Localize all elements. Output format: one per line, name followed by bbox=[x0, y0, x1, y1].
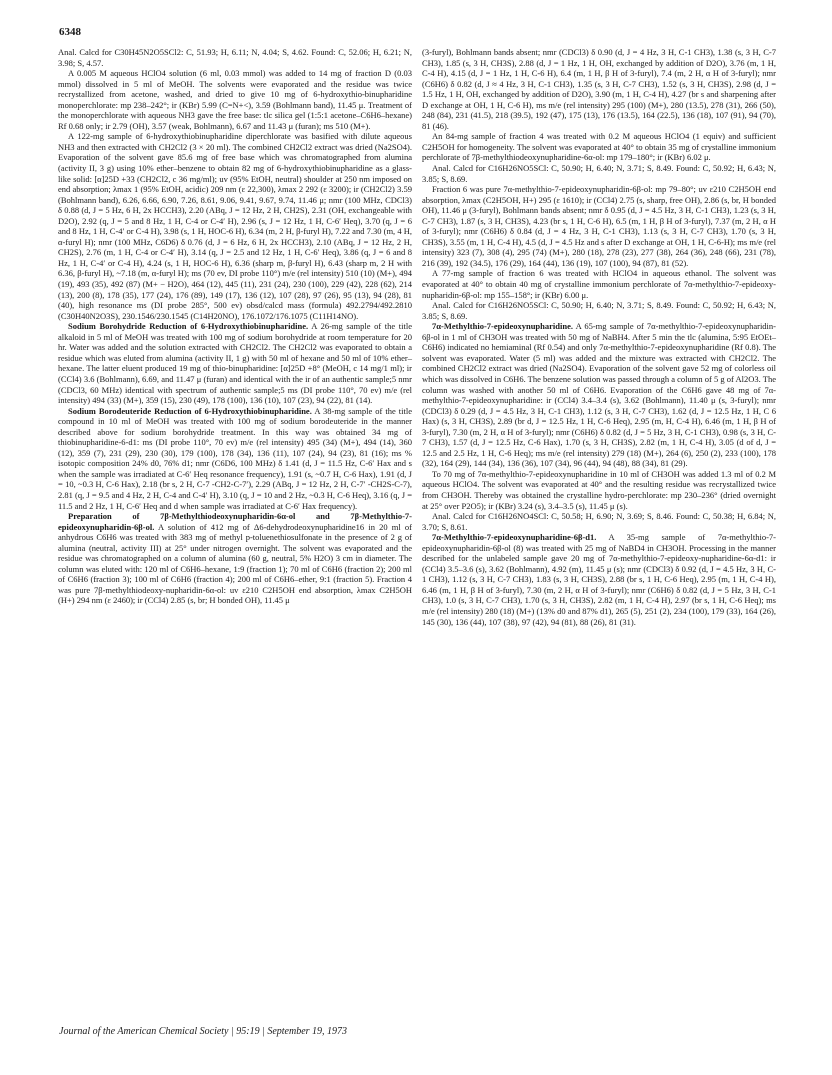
left-column bbox=[58, 47, 412, 606]
paragraph: A 0.005 M aqueous HClO4 solution (6 ml, 0.03 mmol) was added to 14 mg of fraction D (0.03 mmol) dissolved in 5 ml of MeOH. The solvents were evaporated and the residue was twice recrystallized from acetone, washed, and dried to give 10 mg of 6-hydroxythio-binupharidine monoperchlorate: mp 238–242°; ir (KBr) 5.99 (C=N+<), 3.59 (Bohlmann band), 11.45 μ. Treatment of the monoperchlorate with aqueous NH3 gave the free base: tlc silica gel (1:5:1 acetone–C6H6–hexane) Rf 0.68 only; ir 2.79 (OH), 3.57 (weak, Bohlmann), 6.67 and 11.43 μ (furan); ms 510 (M+). bbox=[58, 68, 412, 131]
section-paragraph bbox=[58, 321, 412, 405]
paragraph: A 77-mg sample of fraction 6 was treated with HClO4 in aqueous ethanol. The solvent was evaporated at 40° to obtain 40 mg of crystalline immonium perchlorate of 7α-methylthio-7-epideoxy-nupharidin-6β-ol: mp 155–158°; ir (KBr) 6.00 μ. bbox=[422, 268, 776, 300]
paragraph: Anal. Calcd for C16H26NO5SCl: C, 50.90; H, 6.40; N, 3.71; S, 8.49. Found: C, 50.92; H, 6.43; N, 3.85; S, 8.69. bbox=[422, 163, 776, 184]
section-paragraph bbox=[58, 406, 412, 511]
paragraph: A 122-mg sample of 6-hydroxythiobinupharidine diperchlorate was basified with dilute aqueous NH3 and then extracted with CH2Cl2 (3 × 20 ml). The combined CH2Cl2 extract was dried (Na2SO4). Evaporation of the solvent gave 85.6 mg of free base which was chromatographed from alumina (activity II, 3 g) using 10% ether–benzene to obtain 82 mg of 6-hydroxythiobinupharidine as a glass-like solid: [α]25D +33 (CH2Cl2, c 36 mg/ml); uv (95% EtOH, neutral) shoulder at 250 nm imposed on end absorption; λmax 1 (95% EtOH, acidic) 209 nm (ε 22,300), λmax 2 292 (ε 3200); ir (CH2Cl2) 3.59 (Bohlmann band), 6.26, 6.66, 6.90, 7.26, 8.61, 9.06, 9.41, 9.67, 9.74, 11.46 μ; nmr (100 MHz, CDCl3) δ 0.88 (d, J = 5 Hz, 6 H, 2x HCCH3), 2.20 (ABq, J = 12 Hz, 2 H, CH2S), 2.31 (OH, exchangeable with D2O), 2.92 (q, J = 5 and 8 Hz, 1 H, C-4 or C-4′ H), 2.96 (s, J = 12 Hz, 1 H, C-6′ Heq), 3.70 (q, J = 6 and 8 Hz, 1 H, C-4′ or C-4 H), 3.98 (s, 1 H, HOC-6 H), 6.34 (m, 2 H, β-furyl H), 7.22 and 7.30 (m, 4 H, α-furyl H); nmr (100 MHz, C6D6) δ 0.76 (d, J = 6 Hz, 6 H, 2x HCCH3), 2.10 (ABq, J = 12 Hz, 2 H, CH2S), 2.76 (m, 1 H, C-4 or C-4′ H), 3.14 (q, J = 2.5 and 12 Hz, 1 H, C-6′ Heq), 3.86 (q, J = 6 and 8 Hz, 1 H, C-4′ or C-4 H), 4.24 (s, 1 H, HOC-6 H), 6.36 (sharp m, β-furyl H), 6.43 (sharp m, 2 H with 6.36, β-furyl H), ~7.18 (m, α-furyl H); ms (70 ev, DI probe 110°) m/e (rel intensity) 510 (10) (M+), 494 (19), 493 (35), 492 (87) (M+ − H2O), 464 (12), 445 (11), 231 (24), 230 (100), 229 (42), 228 (62), 214 (13), 200 (8), 178 (35), 177 (24), 176 (89), 149 (17), 136 (12), 107 (28), 97 (26), 95 (13), 94 (28), 81 (40), high resonance ms (DI probe 285°, 500 ev) obsd/calcd mass (formula) 492.2794/492.2810 (C30H40N2O3S), 230.1546/230.1545 (C14H20NO), 176.1072/176.1075 (C11H14NO). bbox=[58, 131, 412, 321]
section-heading: Sodium Borodeuteride Reduction of 6-Hydroxythiobinupharidine. bbox=[68, 405, 312, 416]
paragraph-text: A solution of 412 mg of Δ6-dehydrodeoxynupharidine16 in 20 ml of anhydrous C6H6 was treated with 383 mg of methyl p-toluenethiosulfonate in the presence of 2 g of alumina (neutral, activity III) at 25° under nitrogen overnight. The solvent was evaporated and the residue was chromatographed on a column of alumina (60 g, neutral, 5% H2O) 3 cm in diameter. The column was eluted with: 120 ml of C6H6–hexane, 1:9 (fraction 1); 70 ml of C6H6 (fraction 2); 200 ml of C6H6 (fraction 3); 100 ml of C6H6 (fraction 4); 200 ml of C6H6–ether, 9:1 (fraction 5). Fraction 4 was pure 7β-methylthiodeoxy-nupharidin-6α-ol: uv ε210 C2H5OH end absorption, λmax C2H5OH (H+) 294 nm (ε 2460); ir (CCl4) 2.85 (s, br; H bonded OH), 11.45 μ bbox=[58, 521, 412, 606]
paragraph: Fraction 6 was pure 7α-methylthio-7-epideoxynupharidin-6β-ol: mp 79–80°; uv ε210 C2H5OH end absorption, λmax (C2H5OH, H+) 295 (ε 1610); ir (CCl4) 2.75 (s, sharp, free OH), 2.86 (s, br, H bonded OH), 11.46 μ (3-furyl), Bohlmann bands absent; nmr δ 0.95 (d, J = 4.5 Hz, 3 H, C-1 CH3), 1.23 (s, 3 H, C-7 CH3), 1.87 (s, 3 H, CH3S), 4.23 (br s, 1 H, C-6 H), 6.5 (m, 1 H, β H of 3-furyl), 7.37 (m, 2 H, α H of 3-furyl); nmr (C6H6) δ 0.84 (d, J = 4 Hz, 3 H, C-1 CH3), 1.13 (s, 3 H, C-7 CH3), 1.70 (s, 3 H, CH3S), 3.55 (m, 1 H, C-4 H), 4.5 (d, J = 4.5 Hz and s after D exchange at OH, 1 H, C-6-H); ms m/e (rel intensity) 323 (7), 308 (4), 295 (74) (M+), 280 (18), 278 (23), 277 (38), 264 (36), 248 (66), 231 (78), 216 (39), 192 (34.5), 176 (29), 164 (44), 136 (19), 107 (100), 94 (87), 81 (52). bbox=[422, 184, 776, 268]
paragraph: Anal. Calcd for C30H45N2O5SCl2: C, 51.93; H, 6.11; N, 4.04; S, 4.62. Found: C, 52.06; H, 6.21; N, 3.98; S, 4.57. bbox=[58, 47, 412, 68]
section-heading: Sodium Borohydride Reduction of 6-Hydroxythiobinupharidine. bbox=[68, 321, 309, 332]
paragraph-text: A 26-mg sample of the title alkaloid in 5 ml of MeOH was treated with 100 mg of sodium borohydride at room temperature for 20 hr. Water was added and the solution extracted with CH2Cl2. The CH2Cl2 was evaporated to obtain a residue which was eluted from alumina (activity II, 1 g) with 50 ml of hexane and 50 ml of 10% ether–hexane. The latter eluent produced 19 mg of thio-binupharidine: [α]25D +8° (MeOH, c 14 mg/1 ml); ir (CCl4) 3.6 (Bohlmann), 6.69, and 11.47 μ (furan) and identical with the ir of an authentic sample;5 nmr (CDCl3, 60 MHz) identical with spectrum of authentic sample;5 ms (DI probe 110°, 70 ev) m/e (rel intensity) 494 (33) (M+), 359 (15), 230 (49), 178 (100), 136 (10), 107 (23), 94 (22), 81 (14). bbox=[58, 321, 412, 406]
paragraph-text: A 65-mg sample of 7α-methylthio-7-epideoxynupharidin-6β-ol in 1 ml of CH3OH was treated with 50 mg of NaBH4. After 5 min the tlc (alumina, 5:95 EtOEt–C6H6) indicated no hemiaminal (Rf 0.54) and only 7α-methylthio-7-epideoxynupharidine (Rf 0.8). The solvent was evaporated. Water (5 ml) was added and the mixture was extracted with CH2Cl2. The combined CH2Cl2 extract was dried (Na2SO4). Evaporation of the solvent gave 52 mg of colorless oil which was dissolved in C6H6. The benzene solution was passed through a column of 5 g of Al2O3. The column was washed with another 50 ml of C6H6. Evaporation of the C6H6 gave 48 mg of 7α-methylthio-7-epideoxynupharidine: ir (CCl4) 3.4–3.4 (s), 3.62 (Bohlmann), 11.40 μ (s, 3-furyl); nmr (CDCl3) δ 0.29 (d, J = 4.5 Hz, 3 H, C-1 CH3), 1.12 (s, 3 H, C-7 CH3), 1.62 (d, J = 12.5 Hz, 1 H, C 6 Hax) (s, 3 H, CH3S), 2.89 (br d, J = 12.5 Hz, 1 H, C-6 Heq), 2.95 (m, H, C-4 H), 6.46 (m, 1 H, β H of 3-furyl), 7.30 (m, 2 H, α H of 3-furyl); nmr (C6H6) δ 0.82 (d, J = 5 Hz, 3 H, C-1 CH3), 0.98 (s, 3 H, C-7 CH3), 1.57 (d, J = 12.5 Hz, C-6 Hax), 1.70 (s, 3 H, CH3S), 2.82 (m, 1 H, C-4 H), 3.05 (d of d, J = 12.5 and 2.5 Hz, 1 H, C-6 Heq); ms m/e (rel intensity) 279 (18) (M+), 264 (6), 250 (2), 233 (100), 178 (32), 164 (29), 144 (34), 136 (36), 107 (34), 96 (44), 94 (48), 88 (34), 81 (29). bbox=[422, 321, 776, 469]
right-column bbox=[422, 47, 776, 627]
paragraph-text: A 35-mg sample of 7α-methylthio-7-epideoxynupharidin-6β-ol (8) was treated with 25 mg of NaBD4 in CH3OH. Processing in the manner described for the unlabeled sample gave 20 mg of 7α-methylthio-7-epideoxy-nupharidine-6α-d1: ir (CCl4) 3.5–3.6 (s), 3.62 (Bohlmann), 4.92 (m), 11.45 μ (s); nmr (CDCl3) δ 0.92 (d, J = 4.5 Hz, 3 H, C-1 CH3), 1.12 (s, 3 H, C-7 CH3), 1.83 (s, 3 H, CH3S), 2.88 (br s, 1 H, C-6 Heq), 2.95 (m, 1 H, C-4 H), 6.46 (m, 1 H, β H of 3-furyl), 7.30 (m, 2 H, α H of 3-furyl); nmr (C6H6) δ 0.82 (d, J = 5 Hz, 3 H, C-1 CH3), 1.0 (s, 3 H, C-7 CH3), 1.70 (s, 3 H, CH3S), 2.82 (m, 1 H, C-4 H), 2.97 (br s, 1 H, C-6 Heq); ms m/e (rel intensity) 280 (18) (M+) (13% d0 and 87% d1), 265 (5), 251 (2), 234 (100), 179 (33), 164 (26), 145 (30), 136 (44), 107 (38), 97 (42), 94 (81), 88 (26), 81 (31). bbox=[422, 532, 776, 627]
paragraph: Anal. Calcd for C16H26NO5SCl: C, 50.90; H, 6.40; N, 3.71; S, 8.49. Found: C, 50.92; H, 6.43; N, 3.85; S, 8.69. bbox=[422, 300, 776, 321]
section-paragraph bbox=[422, 321, 776, 469]
section-paragraph bbox=[422, 532, 776, 627]
paragraph: Anal. Calcd for C16H26NO4SCl: C, 50.58; H, 6.90; N, 3.69; S, 8.46. Found: C, 50.38; H, 6.84; N, 3.70; S, 8.61. bbox=[422, 511, 776, 532]
section-paragraph bbox=[58, 511, 412, 606]
paragraph: (3-furyl), Bohlmann bands absent; nmr (CDCl3) δ 0.90 (d, J = 4 Hz, 3 H, C-1 CH3), 1.38 (s, 3 H, C-7 CH3), 1.85 (s, 3 H, CH3S), 2.88 (d, J = 1 Hz, 1 H, OH, exchanged by addition of D2O), 3.76 (m, 1 H, C-4 H), 4.15 (d, J = 1 Hz, 1 H, C-6 H), 6.4 (m, 1 H, β H of 3-furyl), 7.4 (m, 2 H, α H of 3-furyl); nmr (C6H6) δ 0.82 (d, J ≈ 4 Hz, 3 H, C-1 CH3), 1.35 (s, 3 H, C-7 CH3), 1.52 (s, 3 H, CH3S), 2.98 (d, J = 1.5 Hz, 1 H, OH, exchanged by addition of D2O), 3.90 (m, 1 H, C-4 H), 4.27 (br s and sharpening after D exchange at OH, 1 H, C-6 H), ms m/e (rel intensity) 295 (100) (M+), 280 (13.5), 278 (31), 266 (50), 248 (84), 231 (41.5), 218 (39.5), 192 (47), 175 (13), 176 (13.5), 164 (22.5), 136 (18), 107 (91), 94 (70), 81 (46). bbox=[422, 47, 776, 131]
section-heading: Preparation of 7β-Methylthiodeoxynupharidin-6α-ol and 7β-Methylthio-7-epideoxynupharidin-6β-ol. bbox=[58, 511, 412, 532]
section-heading: 7α-Methylthio-7-epideoxynupharidine-6β-d1. bbox=[432, 532, 597, 543]
page-number: 6348 bbox=[59, 26, 81, 38]
paragraph-text: A 38-mg sample of the title compound in 10 ml of MeOH was treated with 100 mg of sodium borodeuteride in the manner described above for sodium borohydride treatment. In this way was obtained 34 mg of thiobinupharidine-6-d1: ms (DI probe 110°, 70 ev) m/e (rel intensity) 495 (34) (M+), 494 (14), 360 (12), 359 (7), 231 (29), 230 (30), 179 (100), 178 (34), 136 (11), 107 (24), 94 (23), 81 (16); ms % isotopic composition 24% d0, 76% d1; nmr (C6D6, 100 MHz) δ 1.41 (d, J = 11.5 Hz, C-6′ Hax and s when the sample was irradiated at C-6′ Heq resonance frequency), 1.91 (s, ~0.7 H, C-6 Hax), 1.91 (d, J = 10, ~0.3 H, C-6 Hax), 2.18 (br s, 2 H, C-7 -CH2-C-7′), 2.29 (ABq, J = 12 Hz, 2 H, C-7′ -CH2S-C-7), 2.81 (q, J = 9.5 and 4 Hz, 2 H, C-4 and C-4′ H), 3.10 (q, J = 10 and 2 Hz, ~0.3 H, C-6 Heq), 3.16 (q, J = 11.5 and 2 Hz, 1 H, C-6′ Heq and d when sample was irradiated at C-6′ Hax frequency). bbox=[58, 405, 412, 511]
section-heading: 7α-Methylthio-7-epideoxynupharidine. bbox=[432, 321, 573, 332]
paragraph: An 84-mg sample of fraction 4 was treated with 0.2 M aqueous HClO4 (1 equiv) and sufficient C2H5OH for homogeneity. The solvent was evaporated at 40° to obtain 35 mg of crystalline immonium perchlorate of 7β-methylthiodeoxynupharidine-6α-ol: mp 179–180°; ir (KBr) 6.02 μ. bbox=[422, 131, 776, 163]
journal-footer: Journal of the American Chemical Society | 95:19 | September 19, 1973 bbox=[59, 1026, 348, 1037]
paragraph: To 70 mg of 7α-methylthio-7-epideoxynupharidine in 10 ml of CH3OH was added 1.3 ml of 0.2 M aqueous HClO4. The solvent was evaporated at 40° and the resulting residue was recrystallized twice from CH3OH. Thereby was obtained the crystalline hydro-perchlorate: mp 230–236° (dried overnight at 25° over P2O5); ir (KBr) 3.24 (s), 3.4–3.5 (s), 11.45 μ (s). bbox=[422, 468, 776, 511]
